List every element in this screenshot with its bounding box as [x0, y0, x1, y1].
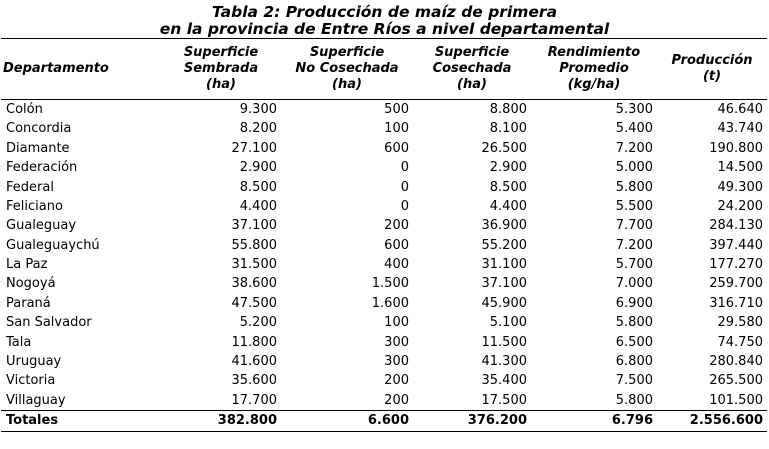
- value-cell: 0: [400, 198, 409, 214]
- value-cell: 17.500: [481, 392, 527, 408]
- table-title: [0, 0, 769, 38]
- table-row: [1, 197, 767, 216]
- value-cell: 29.580: [717, 315, 763, 331]
- value-cell: 2.900: [489, 160, 527, 176]
- value-cell: 600: [384, 237, 409, 253]
- value-cell: 4.400: [489, 198, 527, 214]
- department-cell: Feliciano: [6, 198, 63, 214]
- value-cell: 6.900: [615, 295, 653, 311]
- column-header-line: (ha): [332, 77, 362, 92]
- value-cell: 265.500: [709, 373, 763, 389]
- value-cell: 190.800: [709, 140, 763, 156]
- department-cell: Gualeguay: [6, 218, 77, 234]
- value-cell: 41.300: [481, 354, 527, 370]
- value-cell: 397.440: [709, 237, 763, 253]
- totals-value: 376.200: [413, 411, 531, 431]
- column-header-line: Producción: [671, 53, 753, 68]
- value-cell: 41.600: [231, 354, 277, 370]
- column-header-line: (ha): [206, 77, 236, 92]
- table-row: [1, 371, 767, 390]
- column-header: [281, 39, 413, 100]
- table-row: [1, 139, 767, 158]
- column-header-line: Superficie: [434, 45, 510, 60]
- column-header-line: Superficie: [183, 45, 259, 60]
- value-cell: 8.200: [239, 121, 277, 137]
- value-cell: 17.700: [231, 392, 277, 408]
- value-cell: 100: [384, 315, 409, 331]
- column-header-line: (t): [702, 69, 722, 84]
- value-cell: 11.500: [481, 334, 527, 350]
- column-header-line: Departamento: [3, 61, 109, 76]
- value-cell: 47.500: [231, 295, 277, 311]
- value-cell: 4.400: [239, 198, 277, 214]
- column-header: [161, 39, 281, 100]
- value-cell: 36.900: [481, 218, 527, 234]
- department-cell: Gualeguaychú: [6, 237, 100, 253]
- column-header-line: Promedio: [559, 61, 629, 76]
- value-cell: 600: [384, 140, 409, 156]
- value-cell: 200: [384, 392, 409, 408]
- department-cell: Tala: [6, 334, 32, 350]
- table-row: [1, 216, 767, 235]
- table-row: [1, 236, 767, 255]
- column-header: [531, 39, 657, 100]
- value-cell: 31.500: [231, 257, 277, 273]
- totals-value: 2.556.600: [657, 411, 767, 431]
- table-row: [1, 178, 767, 197]
- production-table: [1, 38, 767, 432]
- title-line-1: Tabla 2: Producción de maíz de primera: [211, 3, 558, 21]
- value-cell: 5.700: [615, 257, 653, 273]
- department-cell: Federal: [6, 179, 54, 195]
- column-header: [657, 39, 767, 100]
- department-cell: San Salvador: [6, 315, 92, 331]
- column-header-line: Rendimiento: [547, 45, 641, 60]
- value-cell: 8.500: [239, 179, 277, 195]
- table-row: [1, 119, 767, 138]
- value-cell: 55.800: [231, 237, 277, 253]
- value-cell: 1.600: [371, 295, 409, 311]
- value-cell: 0: [400, 160, 409, 176]
- value-cell: 49.300: [717, 179, 763, 195]
- value-cell: 31.100: [481, 257, 527, 273]
- value-cell: 8.800: [489, 101, 527, 117]
- department-cell: Concordia: [6, 121, 72, 137]
- value-cell: 43.740: [717, 121, 763, 137]
- totals-label: Totales: [1, 411, 161, 431]
- totals-value: 6.796: [531, 411, 657, 431]
- value-cell: 177.270: [709, 257, 763, 273]
- value-cell: 400: [384, 257, 409, 273]
- department-cell: La Paz: [6, 257, 48, 273]
- value-cell: 5.400: [615, 121, 653, 137]
- column-header: [1, 39, 161, 100]
- value-cell: 27.100: [231, 140, 277, 156]
- column-header-line: Cosechada: [432, 61, 512, 76]
- value-cell: 300: [384, 354, 409, 370]
- value-cell: 100: [384, 121, 409, 137]
- value-cell: 24.200: [717, 198, 763, 214]
- value-cell: 2.900: [239, 160, 277, 176]
- value-cell: 26.500: [481, 140, 527, 156]
- table-body: [1, 100, 767, 432]
- header-row: [1, 39, 767, 100]
- column-header: [413, 39, 531, 100]
- value-cell: 200: [384, 218, 409, 234]
- department-cell: Nogoyá: [6, 276, 56, 292]
- department-cell: Villaguay: [6, 392, 66, 408]
- title-line-2: en la provincia de Entre Ríos a nivel departamental: [159, 20, 610, 38]
- value-cell: 284.130: [709, 218, 763, 234]
- value-cell: 5.800: [615, 392, 653, 408]
- value-cell: 35.600: [231, 373, 277, 389]
- column-header-line: Sembrada: [183, 61, 259, 76]
- value-cell: 316.710: [709, 295, 763, 311]
- value-cell: 37.100: [481, 276, 527, 292]
- value-cell: 259.700: [709, 276, 763, 292]
- column-header-line: (kg/ha): [567, 77, 621, 92]
- totals-value: 6.600: [281, 411, 413, 431]
- value-cell: 500: [384, 101, 409, 117]
- column-header-line: Superficie: [309, 45, 385, 60]
- table-row: [1, 100, 767, 120]
- value-cell: 6.800: [615, 354, 653, 370]
- department-cell: Victoria: [6, 373, 56, 389]
- value-cell: 5.000: [615, 160, 653, 176]
- value-cell: 7.200: [615, 140, 653, 156]
- value-cell: 8.100: [489, 121, 527, 137]
- department-cell: Diamante: [6, 140, 70, 156]
- department-cell: Colón: [6, 101, 43, 117]
- value-cell: 35.400: [481, 373, 527, 389]
- value-cell: 7.500: [615, 373, 653, 389]
- value-cell: 200: [384, 373, 409, 389]
- value-cell: 5.200: [239, 315, 277, 331]
- value-cell: 1.500: [371, 276, 409, 292]
- department-cell: Federación: [6, 160, 78, 176]
- value-cell: 8.500: [489, 179, 527, 195]
- value-cell: 74.750: [717, 334, 763, 350]
- table-row: [1, 294, 767, 313]
- value-cell: 7.200: [615, 237, 653, 253]
- value-cell: 7.700: [615, 218, 653, 234]
- value-cell: 14.500: [717, 160, 763, 176]
- value-cell: 5.300: [615, 101, 653, 117]
- value-cell: 280.840: [709, 354, 763, 370]
- table-row: [1, 255, 767, 274]
- value-cell: 6.500: [615, 334, 653, 350]
- value-cell: 5.800: [615, 179, 653, 195]
- department-cell: Paraná: [6, 295, 51, 311]
- value-cell: 5.100: [489, 315, 527, 331]
- table-row: [1, 333, 767, 352]
- value-cell: 55.200: [481, 237, 527, 253]
- table-row: [1, 352, 767, 371]
- value-cell: 300: [384, 334, 409, 350]
- value-cell: 5.500: [615, 198, 653, 214]
- table-row: [1, 275, 767, 294]
- value-cell: 0: [400, 179, 409, 195]
- table-row: [1, 158, 767, 177]
- totals-row: [1, 411, 767, 431]
- table-row: [1, 313, 767, 332]
- value-cell: 38.600: [231, 276, 277, 292]
- value-cell: 46.640: [717, 101, 763, 117]
- value-cell: 37.100: [231, 218, 277, 234]
- totals-value: 382.800: [161, 411, 281, 431]
- value-cell: 101.500: [709, 392, 763, 408]
- value-cell: 7.000: [615, 276, 653, 292]
- value-cell: 11.800: [231, 334, 277, 350]
- value-cell: 5.800: [615, 315, 653, 331]
- department-cell: Uruguay: [6, 354, 62, 370]
- value-cell: 9.300: [239, 101, 277, 117]
- column-header-line: (ha): [457, 77, 487, 92]
- table-row: [1, 391, 767, 411]
- value-cell: 45.900: [481, 295, 527, 311]
- column-header-line: No Cosechada: [295, 61, 399, 76]
